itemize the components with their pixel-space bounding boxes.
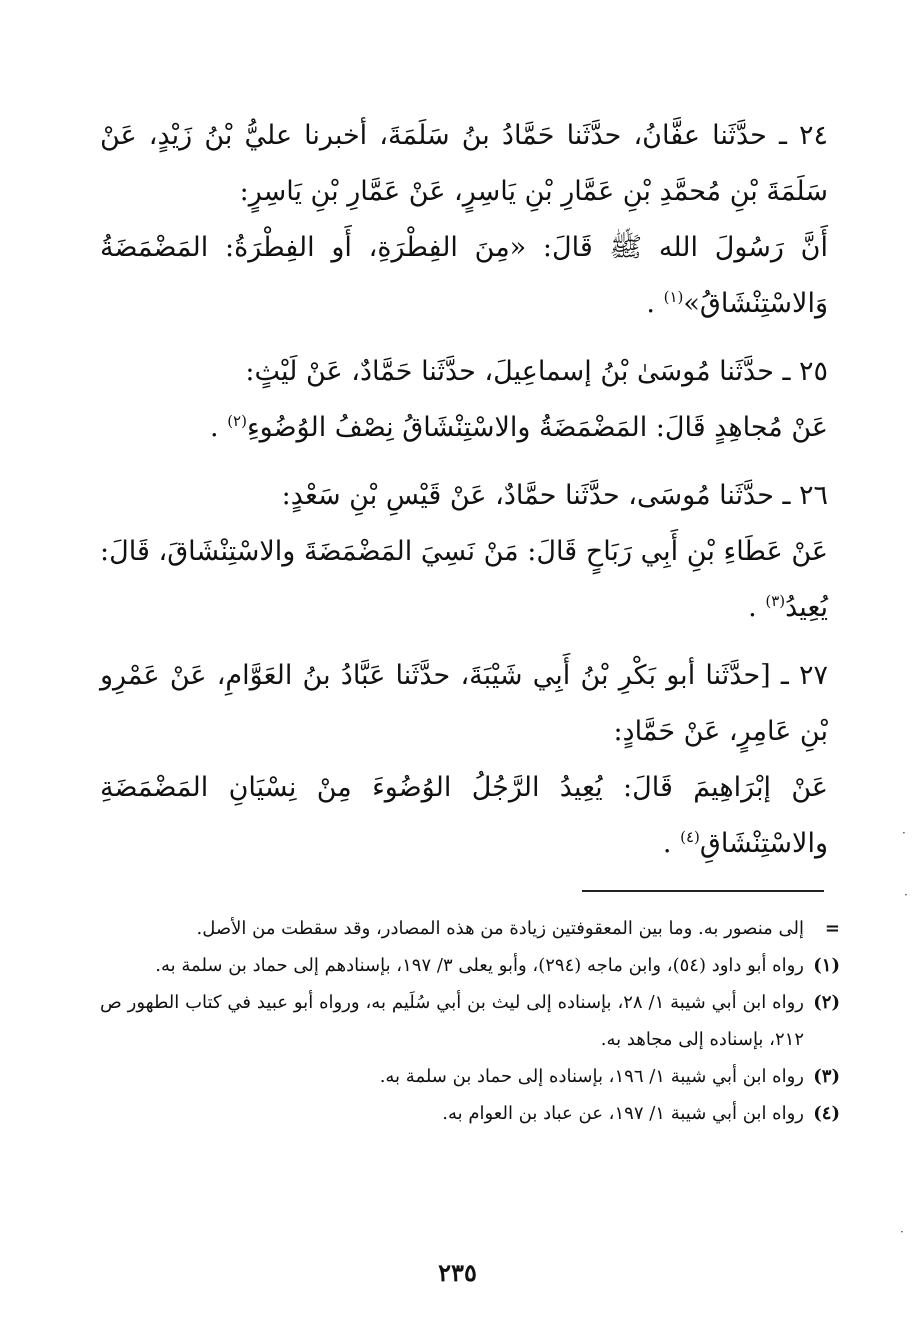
hadith-27: [100, 648, 828, 872]
hadith-matn: [100, 220, 828, 332]
hadith-isnad: ٢٧ ـ [حدَّثَنا أبو بَكْرِ بْنُ أَبِي شَيْبَةَ، حدَّثَنا عَبَّادُ بنُ العَوَّامِ، عَنْ عَمْرِو بْنِ عَامِرٍ، عَنْ حَمَّادٍ:: [100, 660, 828, 747]
footnote-continuation: [100, 910, 840, 947]
footnote-ref[interactable]: (٢): [227, 412, 247, 430]
footnote-marker: =: [824, 918, 840, 939]
full-stop: .: [646, 288, 664, 319]
hadith-isnad: ٢٥ ـ حدَّثَنا مُوسَىٰ بْنُ إسماعِيلَ، حدَّثَنا حَمَّادٌ، عَنْ لَيْثٍ:: [245, 356, 828, 387]
footnote-3: [100, 1058, 840, 1095]
footnote-1: [100, 947, 840, 984]
full-stop: .: [662, 828, 681, 859]
scan-speck: ·: [904, 888, 908, 902]
footnote-2: [100, 984, 840, 1058]
scan-speck: ·: [900, 1225, 904, 1239]
footnote-text: رواه ابن أبي شيبة ١/ ١٩٧، عن عباد بن العوام به.: [442, 1103, 804, 1124]
hadith-26: [100, 468, 828, 636]
footnote-text: إلى منصور به. وما بين المعقوفتين زيادة من هذه المصادر، وقد سقطت من الأصل.: [196, 918, 804, 939]
hadith-matn-text: عَنْ عَطَاءِ بْنِ أَبِي رَبَاحٍ قَالَ: مَنْ نَسِيَ المَضْمَضَةَ والاسْتِنْشَاقَ، قَالَ: يُعِيدُ: [100, 536, 828, 623]
main-text: [100, 108, 828, 884]
footnote-ref[interactable]: (١): [663, 288, 684, 306]
full-stop: .: [210, 412, 228, 443]
footnote-ref[interactable]: (٤): [680, 828, 700, 846]
footnote-text: رواه ابن أبي شيبة ١/ ١٩٦، بإسناده إلى حماد بن سلمة به.: [379, 1066, 804, 1087]
hadith-isnad: ٢٤ ـ حدَّثَنا عفَّانُ، حدَّثَنا حَمَّادُ بنُ سَلَمَةَ، أخبرنا عليُّ بْنُ زَيْدٍ، عَنْ سَلَمَةَ بْنِ مُحمَّدِ بْنِ عَمَّارِ بْنِ يَاسِرٍ، عَنْ عَمَّارِ بْنِ يَاسِرٍ:: [100, 120, 828, 207]
footnotes: [100, 910, 840, 1132]
footnote-marker: (١): [813, 955, 840, 976]
page-number: ٢٣٥: [438, 1258, 477, 1287]
hadith-matn: [100, 760, 828, 872]
footnote-ref[interactable]: (٣): [765, 592, 786, 610]
scan-speck: ·: [902, 826, 906, 840]
hadith-isnad: ٢٦ ـ حدَّثَنا مُوسَى، حدَّثَنا حمَّادٌ، عَنْ قَيْسِ بْنِ سَعْدٍ:: [281, 480, 828, 511]
footnote-text: رواه أبو داود (٥٤)، وابن ماجه (٢٩٤)، وأبو يعلى ٣/ ١٩٧، بإسنادهم إلى حماد بن سلمة به.: [155, 955, 804, 976]
footnote-separator: [582, 890, 824, 892]
hadith-matn: [100, 524, 828, 636]
hadith-matn-text: عَنْ مُجاهِدٍ قَالَ: المَضْمَضَةُ والاسْتِنْشَاقُ نِصْفُ الوُضُوءِ: [246, 412, 828, 443]
hadith-matn: [100, 400, 828, 456]
footnote-text: رواه ابن أبي شيبة ١/ ٢٨، بإسناده إلى ليث بن أبي سُلَيم به، ورواه أبو عبيد في كتاب الطهور ص ٢١٢، بإسناده إلى مجاهد به.: [100, 992, 804, 1050]
footnote-4: [100, 1095, 840, 1132]
footnote-marker: (٣): [813, 1066, 840, 1087]
footnote-marker: (٢): [813, 992, 840, 1013]
full-stop: .: [748, 592, 766, 623]
hadith-matn-text: عَنْ إبْرَاهِيمَ قَالَ: يُعِيدُ الرَّجُلُ الوُضُوءَ مِنْ نِسْيَانِ المَضْمَضَةِ والاسْتِنْشَاقِ: [100, 772, 828, 859]
hadith-matn-text: أَنَّ رَسُولَ الله ﷺ قَالَ: «مِنَ الفِطْرَةِ، أَو الفِطْرَةُ: المَضْمَضَةُ وَالاسْتِنْشَاقُ»: [100, 232, 828, 319]
hadith-24: [100, 108, 828, 332]
hadith-25: [100, 344, 828, 456]
footnote-marker: (٤): [813, 1103, 840, 1124]
